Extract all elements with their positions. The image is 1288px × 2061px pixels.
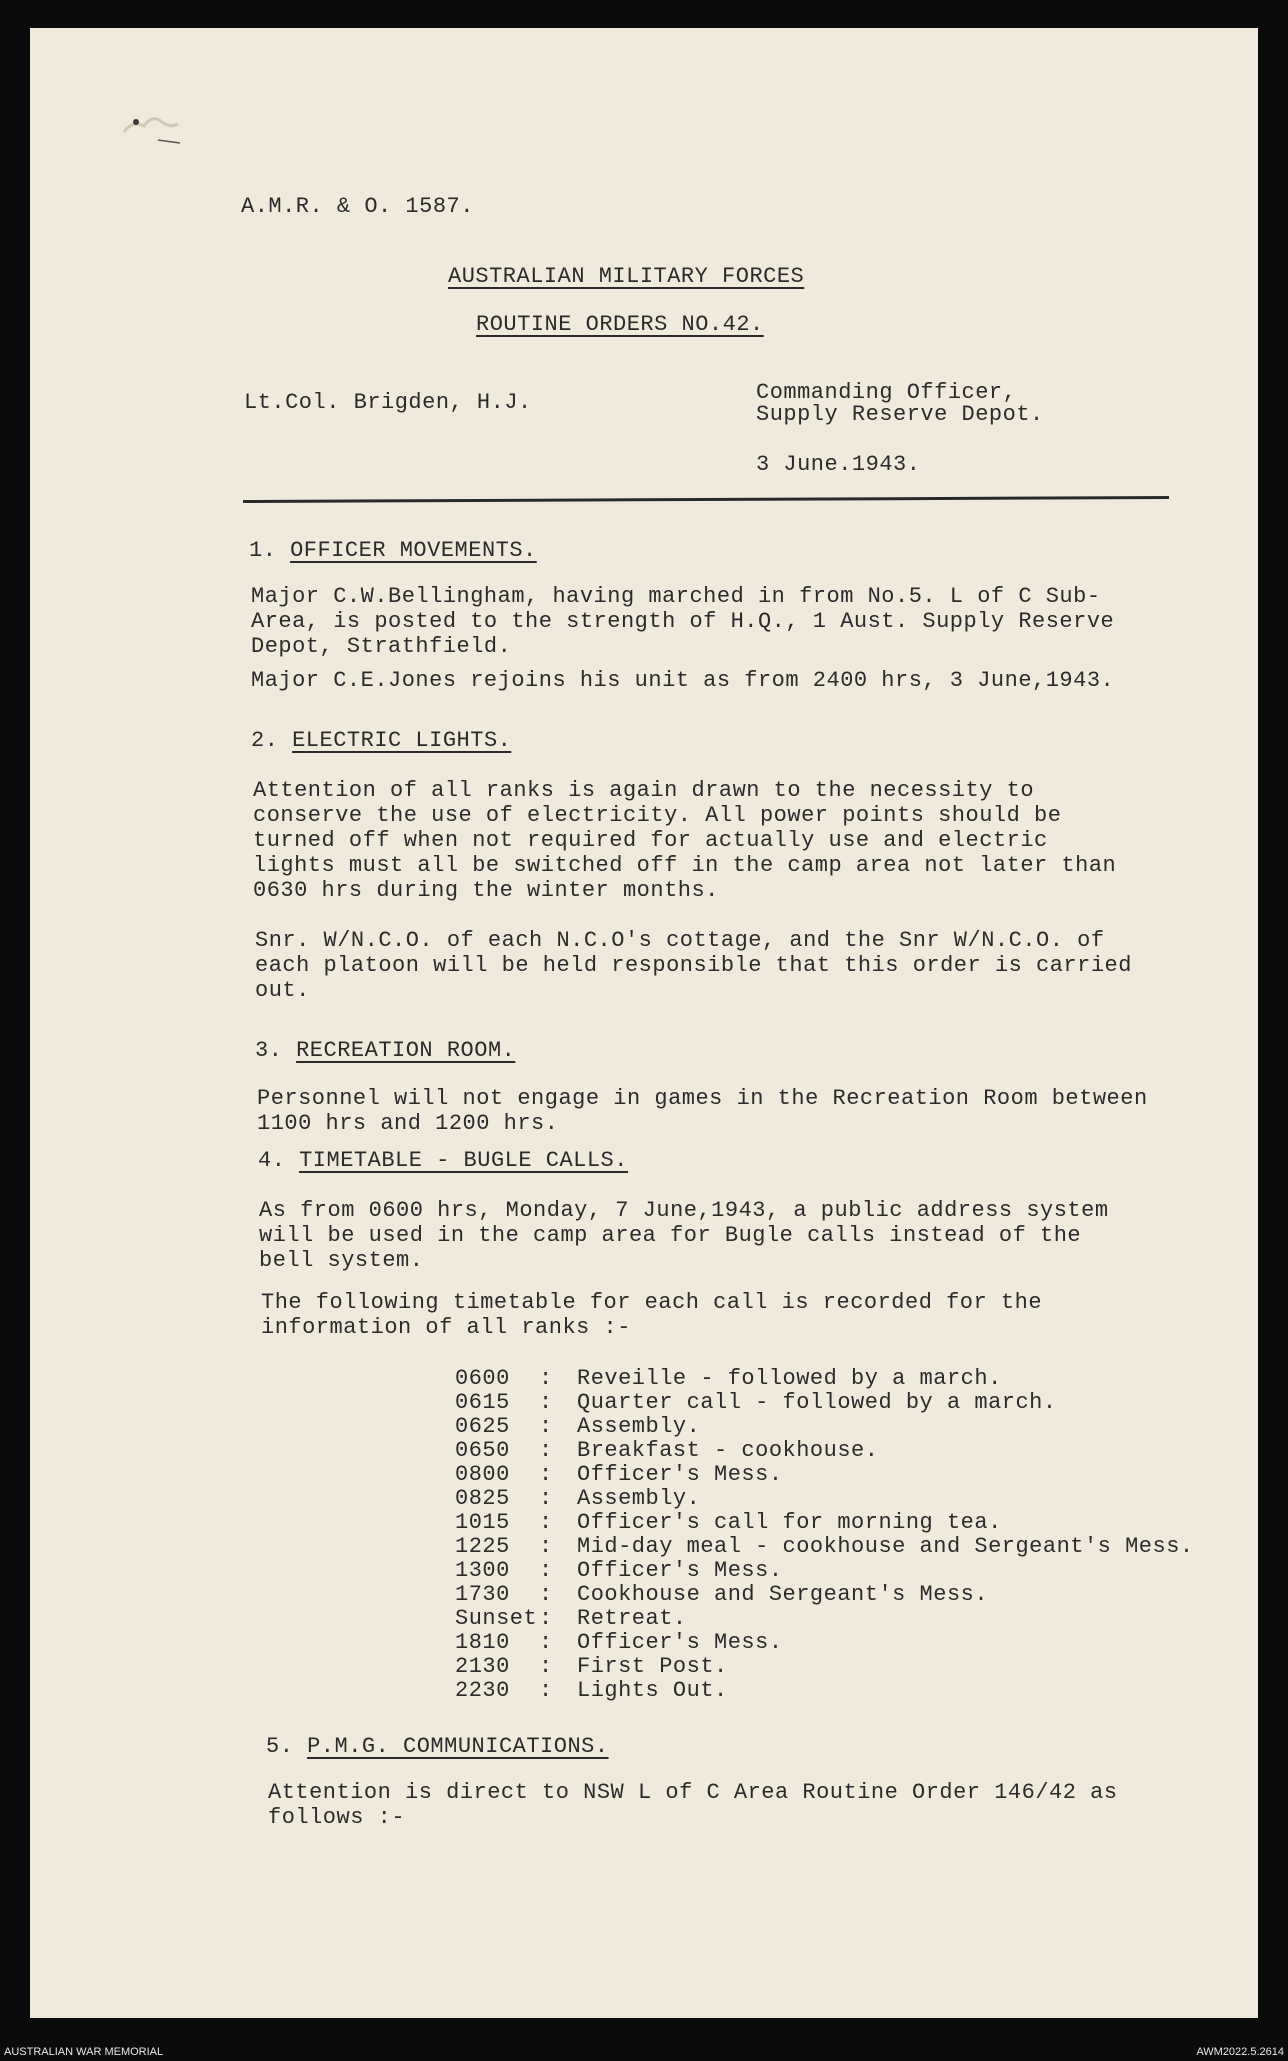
section-heading xyxy=(258,1148,628,1173)
paragraph-line: follows :- xyxy=(268,1805,406,1830)
section-title: TIMETABLE - BUGLE CALLS. xyxy=(299,1148,628,1173)
section-heading xyxy=(249,538,537,563)
timetable-time: 0800 xyxy=(455,1462,510,1487)
paragraph-line: out. xyxy=(255,978,310,1003)
timetable-row xyxy=(455,1582,1194,1606)
paragraph xyxy=(268,1780,1118,1830)
timetable-call: First Post. xyxy=(577,1654,728,1679)
timetable-time: 0625 xyxy=(455,1414,510,1439)
paragraph-line: conserve the use of electricity. All power points should be xyxy=(253,803,1062,828)
document-date: 3 June.1943. xyxy=(756,452,921,477)
paper-blemish xyxy=(118,110,188,148)
timetable-row xyxy=(455,1558,1194,1582)
timetable-call: Mid-day meal - cookhouse and Sergeant's Mess. xyxy=(577,1534,1194,1559)
paragraph-line: bell system. xyxy=(259,1248,424,1273)
paragraph xyxy=(253,778,1116,903)
timetable-separator: : xyxy=(539,1606,553,1631)
timetable-separator: : xyxy=(539,1558,553,1583)
paragraph-line: information of all ranks :- xyxy=(261,1315,631,1340)
paragraph xyxy=(251,584,1114,659)
timetable-separator: : xyxy=(539,1366,553,1391)
paragraph-line: lights must all be switched off in the camp area not later than xyxy=(253,853,1117,878)
timetable-call: Lights Out. xyxy=(577,1678,728,1703)
paragraph-line: 1100 hrs and 1200 hrs. xyxy=(257,1111,559,1136)
timetable-call: Retreat. xyxy=(577,1606,687,1631)
timetable-time: 0600 xyxy=(455,1366,510,1391)
timetable-call: Reveille - followed by a march. xyxy=(577,1366,1002,1391)
timetable-time: 0650 xyxy=(455,1438,510,1463)
paragraph xyxy=(261,1290,1042,1340)
timetable-call: Officer's Mess. xyxy=(577,1630,783,1655)
paragraph-line: will be used in the camp area for Bugle calls instead of the xyxy=(259,1223,1082,1248)
section-heading xyxy=(251,728,511,753)
footer-accession-number: AWM2022.5.2614 xyxy=(1196,2046,1284,2058)
timetable-row xyxy=(455,1510,1194,1534)
document-page xyxy=(30,28,1258,2018)
section-title: P.M.G. COMMUNICATIONS. xyxy=(307,1734,609,1759)
timetable-separator: : xyxy=(539,1510,553,1535)
officer-name: Lt.Col. Brigden, H.J. xyxy=(244,390,532,415)
paragraph xyxy=(257,1086,1148,1136)
timetable-row xyxy=(455,1678,1194,1702)
timetable-time: 2130 xyxy=(455,1654,510,1679)
timetable-separator: : xyxy=(539,1630,553,1655)
officer-position-line2: Supply Reserve Depot. xyxy=(756,402,1044,427)
timetable-row xyxy=(455,1654,1194,1678)
section-title: RECREATION ROOM. xyxy=(296,1038,516,1063)
paragraph-line: Major C.E.Jones rejoins his unit as from 2400 hrs, 3 June,1943. xyxy=(251,668,1115,693)
document-reference: A.M.R. & O. 1587. xyxy=(241,194,474,219)
header-divider xyxy=(243,496,1169,503)
timetable-separator: : xyxy=(539,1414,553,1439)
timetable-separator: : xyxy=(539,1534,553,1559)
timetable-call: Breakfast - cookhouse. xyxy=(577,1438,879,1463)
timetable-call: Officer's call for morning tea. xyxy=(577,1510,1002,1535)
paragraph-line: Depot, Strathfield. xyxy=(251,634,512,659)
timetable-separator: : xyxy=(539,1678,553,1703)
timetable-time: 1730 xyxy=(455,1582,510,1607)
timetable-row xyxy=(455,1414,1194,1438)
timetable-row xyxy=(455,1534,1194,1558)
section-title: ELECTRIC LIGHTS. xyxy=(292,728,512,753)
bugle-call-timetable xyxy=(455,1366,1194,1702)
section-heading xyxy=(255,1038,515,1063)
timetable-time: 2230 xyxy=(455,1678,510,1703)
timetable-call: Assembly. xyxy=(577,1414,701,1439)
paragraph xyxy=(255,928,1132,1003)
section-number: 1. xyxy=(249,538,277,563)
timetable-row xyxy=(455,1366,1194,1390)
timetable-call: Officer's Mess. xyxy=(577,1462,783,1487)
timetable-row xyxy=(455,1630,1194,1654)
section-number: 3. xyxy=(255,1038,283,1063)
officer-position-line1: Commanding Officer, xyxy=(756,380,1017,405)
timetable-separator: : xyxy=(539,1486,553,1511)
timetable-time: 1015 xyxy=(455,1510,510,1535)
organisation-title: AUSTRALIAN MILITARY FORCES xyxy=(448,264,805,289)
paragraph-line: Area, is posted to the strength of H.Q., 1 Aust. Supply Reserve xyxy=(251,609,1115,634)
timetable-row xyxy=(455,1390,1194,1414)
timetable-row xyxy=(455,1462,1194,1486)
paragraph-line: 0630 hrs during the winter months. xyxy=(253,878,719,903)
timetable-time: 0615 xyxy=(455,1390,510,1415)
paragraph-line: Attention is direct to NSW L of C Area Routine Order 146/42 as xyxy=(268,1780,1118,1805)
section-number: 4. xyxy=(258,1148,286,1173)
section-number: 5. xyxy=(266,1734,294,1759)
paragraph-line: Personnel will not engage in games in the Recreation Room between xyxy=(257,1086,1148,1111)
timetable-row xyxy=(455,1438,1194,1462)
timetable-separator: : xyxy=(539,1390,553,1415)
paragraph-line: As from 0600 hrs, Monday, 7 June,1943, a public address system xyxy=(259,1198,1109,1223)
timetable-separator: : xyxy=(539,1462,553,1487)
timetable-time: 1810 xyxy=(455,1630,510,1655)
paragraph xyxy=(251,668,1114,693)
timetable-row xyxy=(455,1486,1194,1510)
section-heading xyxy=(266,1734,609,1759)
timetable-call: Assembly. xyxy=(577,1486,701,1511)
timetable-call: Cookhouse and Sergeant's Mess. xyxy=(577,1582,989,1607)
timetable-call: Quarter call - followed by a march. xyxy=(577,1390,1057,1415)
footer-credit: AUSTRALIAN WAR MEMORIAL xyxy=(4,2046,164,2058)
timetable-time: 1225 xyxy=(455,1534,510,1559)
timetable-time: Sunset xyxy=(455,1606,538,1631)
paragraph-line: turned off when not required for actually use and electric xyxy=(253,828,1048,853)
paragraph-line: Major C.W.Bellingham, having marched in from No.5. L of C Sub- xyxy=(251,584,1101,609)
paragraph-line: The following timetable for each call is recorded for the xyxy=(261,1290,1043,1315)
paragraph xyxy=(259,1198,1109,1273)
timetable-row xyxy=(455,1606,1194,1630)
paragraph-line: Snr. W/N.C.O. of each N.C.O's cottage, and the Snr W/N.C.O. of xyxy=(255,928,1105,953)
timetable-separator: : xyxy=(539,1582,553,1607)
paragraph-line: each platoon will be held responsible that this order is carried xyxy=(255,953,1132,978)
timetable-call: Officer's Mess. xyxy=(577,1558,783,1583)
section-title: OFFICER MOVEMENTS. xyxy=(290,538,537,563)
timetable-time: 0825 xyxy=(455,1486,510,1511)
orders-title: ROUTINE ORDERS NO.42. xyxy=(476,312,764,337)
timetable-separator: : xyxy=(539,1438,553,1463)
section-number: 2. xyxy=(251,728,279,753)
timetable-separator: : xyxy=(539,1654,553,1679)
timetable-time: 1300 xyxy=(455,1558,510,1583)
paragraph-line: Attention of all ranks is again drawn to the necessity to xyxy=(253,778,1035,803)
